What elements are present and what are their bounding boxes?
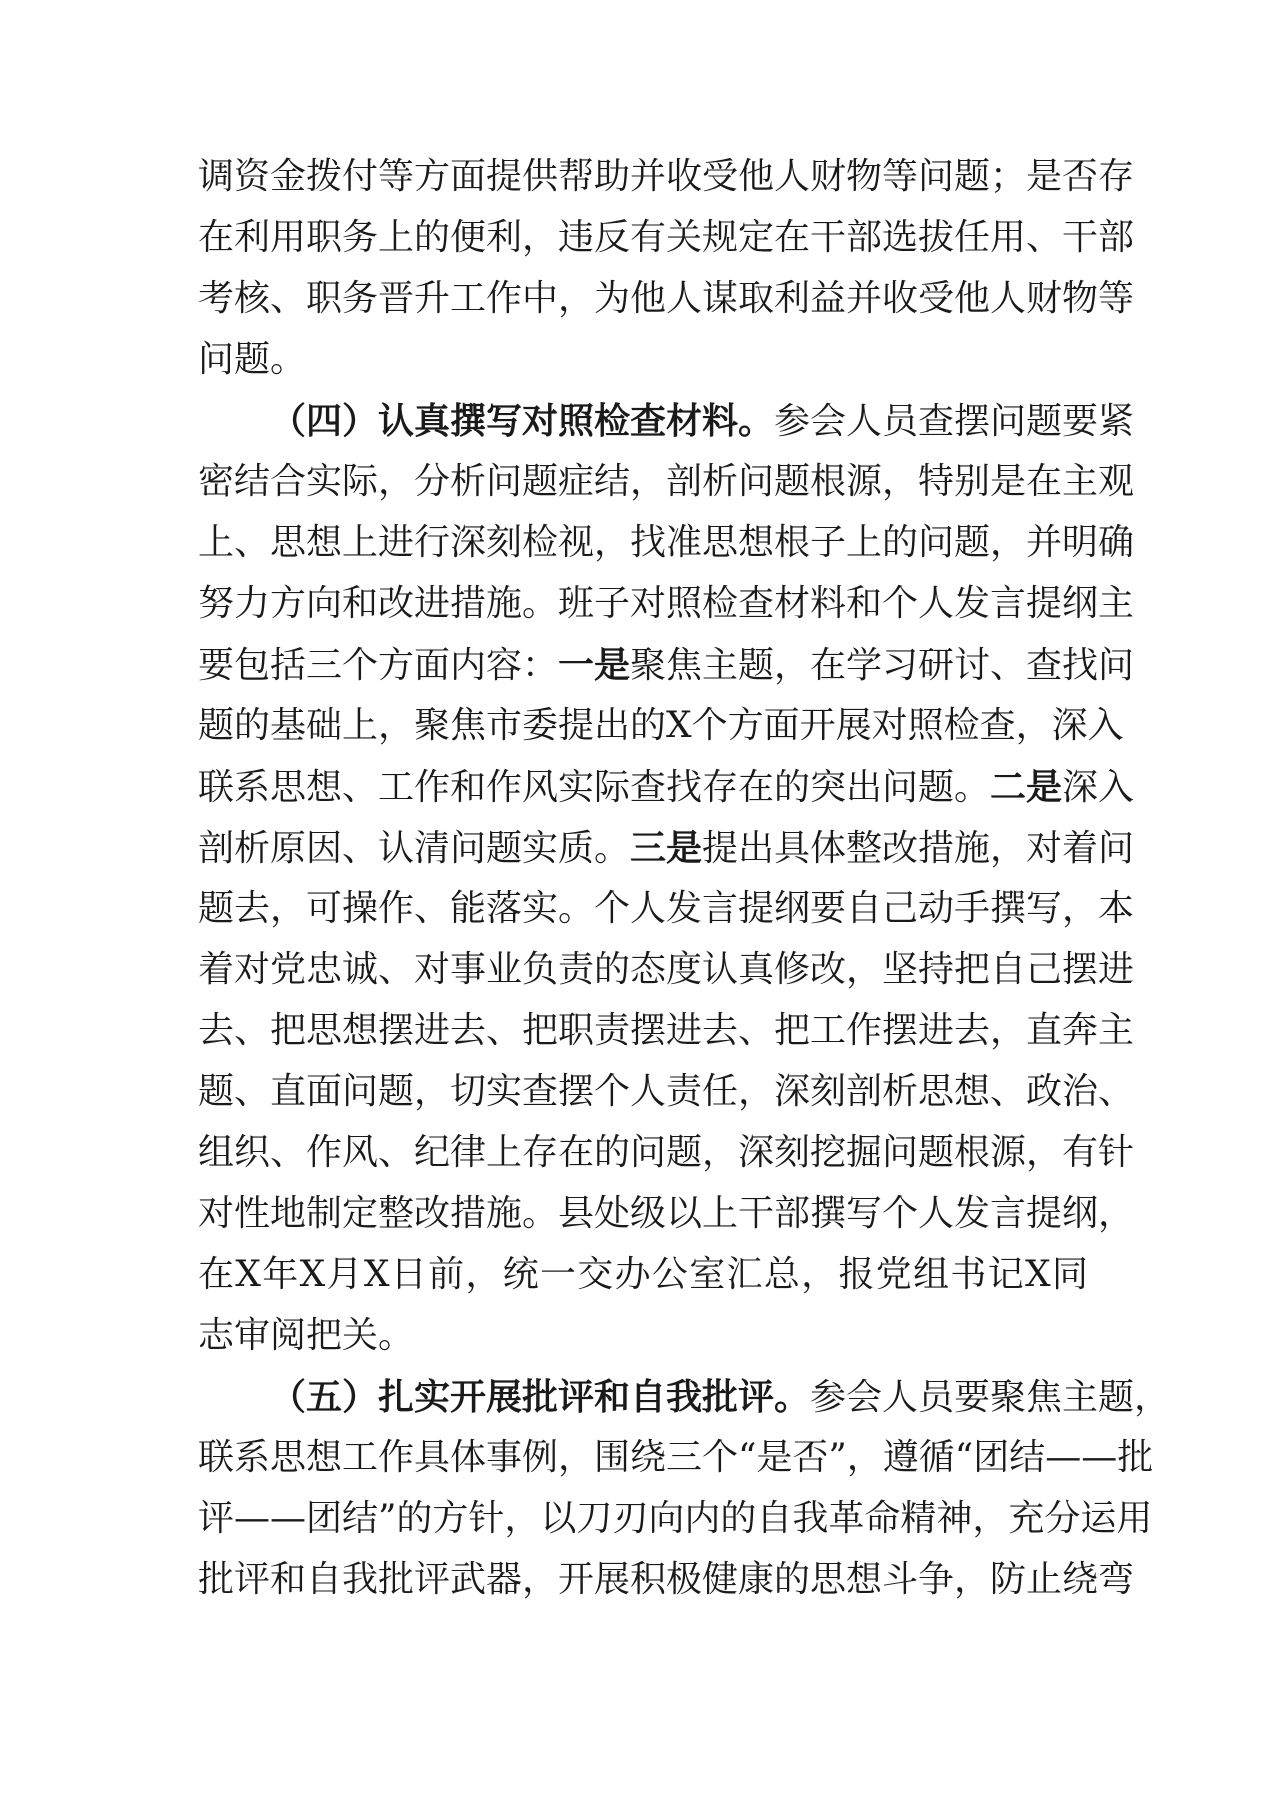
body-text-line: 去、把思想摆进去、把职责摆进去、把工作摆进去，直奔主: [198, 1010, 1135, 1051]
body-text-line: 调资金拨付等方面提供帮助并收受他人财物等问题；是否存: [198, 156, 1135, 197]
body-text: 参会人员查摆问题要紧: [774, 401, 1135, 442]
section-five-heading: （五）扎实开展批评和自我批评。: [270, 1376, 811, 1418]
body-text: 提出具体整改措施，对着问: [702, 828, 1135, 869]
body-text-line: 在X年X月X日前，统一交办公室汇总，报党组书记X同: [198, 1254, 1088, 1295]
body-text-line: 题去，可操作、能落实。个人发言提纲要自己动手撰写，本: [198, 888, 1135, 929]
body-text-line: 批评和自我批评武器，开展积极健康的思想斗争，防止绕弯: [198, 1559, 1135, 1600]
body-text-line: 组织、作风、纪律上存在的问题，深刻挖掘问题根源，有针: [198, 1132, 1135, 1173]
body-text-line: 着对党忠诚、对事业负责的态度认真修改，坚持把自己摆进: [198, 949, 1135, 990]
body-text-line: 问题。: [198, 339, 307, 380]
body-text-line: 志审阅把关。: [198, 1315, 415, 1356]
body-text: 联系思想、工作和作风实际查找存在的突出问题。: [198, 767, 991, 808]
body-text-line: 对性地制定整改措施。县处级以上干部撰写个人发言提纲，: [198, 1193, 1135, 1234]
body-text-line: 题、直面问题，切实查摆个人责任，深刻剖析思想、政治、: [198, 1071, 1135, 1112]
section-four-heading: （四）认真撰写对照检查材料。: [270, 400, 775, 442]
body-text: 深入: [1062, 767, 1135, 808]
body-text-line: 密结合实际，分析问题症结，剖析问题根源，特别是在主观: [198, 461, 1135, 502]
body-text: 参会人员要聚焦主题，: [810, 1377, 1171, 1418]
body-text-line: 题的基础上，聚焦市委提出的X个方面开展对照检查，深入: [198, 705, 1124, 746]
body-text-line: 努力方向和改进措施。班子对照检查材料和个人发言提纲主: [198, 583, 1135, 624]
point-one-label: 一是: [558, 644, 631, 686]
body-text-line: 评——团结”的方针，以刀刃向内的自我革命精神，充分运用: [198, 1498, 1153, 1539]
body-text-line: 上、思想上进行深刻检视，找准思想根子上的问题，并明确: [198, 522, 1135, 563]
body-text-line-point-two: [198, 756, 1135, 818]
body-text-line: 联系思想工作具体事例，围绕三个“是否”，遵循“团结——批: [198, 1437, 1154, 1478]
section-five-first-line: [270, 1366, 1171, 1428]
body-text: 要包括三个方面内容：: [198, 645, 559, 686]
body-text-line: 考核、职务晋升工作中，为他人谋取利益并收受他人财物等: [198, 278, 1135, 319]
point-three-label: 三是: [630, 827, 703, 869]
body-text-line: 在利用职务上的便利，违反有关规定在干部选拔任用、干部: [198, 217, 1135, 258]
body-text-line-point-three: [198, 817, 1135, 879]
body-text-line-point-one: [198, 634, 1135, 696]
section-four-first-line: [270, 390, 1135, 452]
point-two-label: 二是: [990, 766, 1063, 808]
body-text: 聚焦主题，在学习研讨、查找问: [630, 645, 1135, 686]
body-text: 剖析原因、认清问题实质。: [198, 828, 631, 869]
